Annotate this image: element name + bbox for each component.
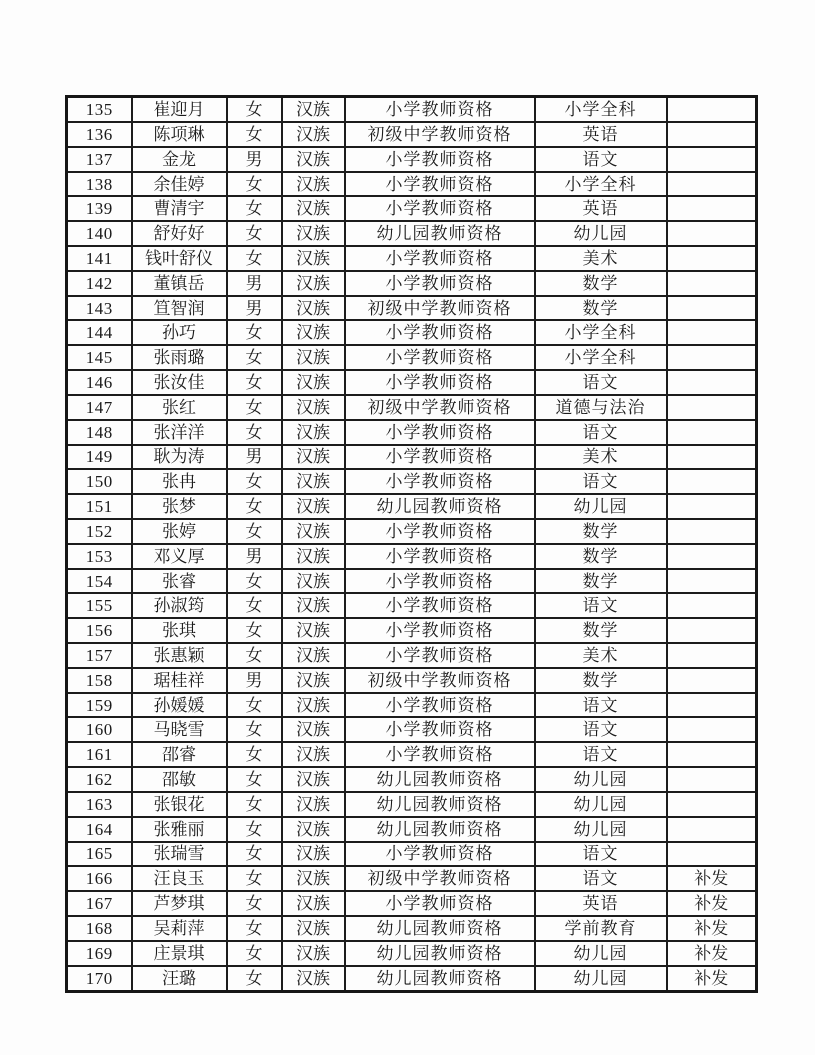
table-row [67, 668, 757, 693]
cell-subject: 英语 [535, 196, 667, 221]
cell-gender: 女 [227, 569, 282, 594]
cell-number: 145 [67, 345, 132, 370]
cell-remark [667, 370, 757, 395]
cell-gender: 女 [227, 891, 282, 916]
cell-number: 149 [67, 445, 132, 470]
cell-name: 孙巧 [132, 320, 227, 345]
cell-remark: 补发 [667, 966, 757, 992]
cell-subject: 幼儿园 [535, 221, 667, 246]
cell-remark [667, 97, 757, 122]
cell-number: 155 [67, 593, 132, 618]
cell-number: 147 [67, 395, 132, 420]
cell-subject: 英语 [535, 122, 667, 147]
cell-subject: 幼儿园 [535, 792, 667, 817]
cell-remark [667, 469, 757, 494]
cell-gender: 女 [227, 395, 282, 420]
table-row [67, 345, 757, 370]
table-row [67, 196, 757, 221]
cell-remark [667, 122, 757, 147]
cell-subject: 语文 [535, 842, 667, 867]
cell-gender: 女 [227, 966, 282, 992]
cell-remark [667, 147, 757, 172]
cell-ethnicity: 汉族 [282, 345, 345, 370]
cell-gender: 女 [227, 172, 282, 197]
table-row [67, 842, 757, 867]
cell-remark [667, 196, 757, 221]
cell-subject: 英语 [535, 891, 667, 916]
table-row [67, 792, 757, 817]
cell-name: 张惠颖 [132, 643, 227, 668]
cell-remark [667, 519, 757, 544]
cell-gender: 女 [227, 97, 282, 122]
cell-name: 吴莉萍 [132, 916, 227, 941]
cell-name: 张汝佳 [132, 370, 227, 395]
cell-gender: 女 [227, 221, 282, 246]
cell-ethnicity: 汉族 [282, 246, 345, 271]
cell-number: 148 [67, 420, 132, 445]
cell-subject: 语文 [535, 420, 667, 445]
cell-number: 150 [67, 469, 132, 494]
cell-subject: 美术 [535, 445, 667, 470]
cell-qualification: 幼儿园教师资格 [345, 941, 535, 966]
cell-remark [667, 792, 757, 817]
cell-gender: 女 [227, 420, 282, 445]
cell-number: 164 [67, 817, 132, 842]
cell-name: 张婷 [132, 519, 227, 544]
cell-ethnicity: 汉族 [282, 544, 345, 569]
cell-subject: 幼儿园 [535, 941, 667, 966]
cell-ethnicity: 汉族 [282, 519, 345, 544]
cell-gender: 男 [227, 271, 282, 296]
cell-remark [667, 345, 757, 370]
cell-ethnicity: 汉族 [282, 693, 345, 718]
cell-subject: 语文 [535, 370, 667, 395]
cell-gender: 女 [227, 792, 282, 817]
cell-ethnicity: 汉族 [282, 122, 345, 147]
table-row [67, 320, 757, 345]
cell-gender: 女 [227, 941, 282, 966]
cell-name: 汪良玉 [132, 866, 227, 891]
cell-remark: 补发 [667, 916, 757, 941]
cell-subject: 道德与法治 [535, 395, 667, 420]
cell-number: 139 [67, 196, 132, 221]
cell-ethnicity: 汉族 [282, 817, 345, 842]
table-row [67, 519, 757, 544]
cell-remark [667, 246, 757, 271]
cell-number: 146 [67, 370, 132, 395]
cell-gender: 女 [227, 593, 282, 618]
cell-ethnicity: 汉族 [282, 866, 345, 891]
table-row [67, 246, 757, 271]
cell-ethnicity: 汉族 [282, 742, 345, 767]
cell-ethnicity: 汉族 [282, 966, 345, 992]
table-row [67, 296, 757, 321]
cell-qualification: 小学教师资格 [345, 196, 535, 221]
cell-number: 161 [67, 742, 132, 767]
cell-subject: 语文 [535, 469, 667, 494]
cell-ethnicity: 汉族 [282, 296, 345, 321]
cell-name: 孙媛媛 [132, 693, 227, 718]
table-row [67, 221, 757, 246]
cell-gender: 女 [227, 817, 282, 842]
cell-ethnicity: 汉族 [282, 891, 345, 916]
cell-ethnicity: 汉族 [282, 97, 345, 122]
cell-gender: 女 [227, 519, 282, 544]
cell-subject: 语文 [535, 717, 667, 742]
cell-remark [667, 420, 757, 445]
cell-ethnicity: 汉族 [282, 643, 345, 668]
cell-remark [667, 544, 757, 569]
cell-name: 庄景琪 [132, 941, 227, 966]
cell-ethnicity: 汉族 [282, 618, 345, 643]
cell-number: 137 [67, 147, 132, 172]
cell-subject: 语文 [535, 742, 667, 767]
cell-gender: 女 [227, 122, 282, 147]
cell-gender: 女 [227, 196, 282, 221]
cell-ethnicity: 汉族 [282, 494, 345, 519]
teacher-qualification-table [65, 95, 758, 993]
table-row [67, 544, 757, 569]
cell-subject: 小学全科 [535, 345, 667, 370]
cell-remark [667, 693, 757, 718]
cell-name: 邵睿 [132, 742, 227, 767]
cell-remark [667, 221, 757, 246]
cell-qualification: 幼儿园教师资格 [345, 221, 535, 246]
cell-remark [667, 842, 757, 867]
cell-gender: 男 [227, 147, 282, 172]
cell-remark [667, 668, 757, 693]
table-row [67, 643, 757, 668]
cell-number: 168 [67, 916, 132, 941]
cell-subject: 语文 [535, 593, 667, 618]
cell-ethnicity: 汉族 [282, 842, 345, 867]
cell-gender: 女 [227, 494, 282, 519]
cell-subject: 语文 [535, 147, 667, 172]
cell-name: 陈项琳 [132, 122, 227, 147]
cell-number: 142 [67, 271, 132, 296]
cell-ethnicity: 汉族 [282, 668, 345, 693]
cell-remark [667, 593, 757, 618]
table-row [67, 891, 757, 916]
cell-qualification: 初级中学教师资格 [345, 866, 535, 891]
cell-qualification: 小学教师资格 [345, 445, 535, 470]
cell-qualification: 小学教师资格 [345, 271, 535, 296]
cell-qualification: 小学教师资格 [345, 345, 535, 370]
cell-subject: 数学 [535, 569, 667, 594]
cell-ethnicity: 汉族 [282, 370, 345, 395]
cell-name: 笪智润 [132, 296, 227, 321]
cell-name: 张雅丽 [132, 817, 227, 842]
cell-name: 金龙 [132, 147, 227, 172]
cell-gender: 女 [227, 916, 282, 941]
cell-ethnicity: 汉族 [282, 916, 345, 941]
cell-number: 151 [67, 494, 132, 519]
cell-number: 163 [67, 792, 132, 817]
cell-subject: 学前教育 [535, 916, 667, 941]
cell-remark [667, 643, 757, 668]
cell-number: 136 [67, 122, 132, 147]
cell-subject: 幼儿园 [535, 494, 667, 519]
table-row [67, 445, 757, 470]
cell-subject: 数学 [535, 271, 667, 296]
cell-remark: 补发 [667, 941, 757, 966]
cell-subject: 美术 [535, 246, 667, 271]
table-row [67, 817, 757, 842]
cell-subject: 数学 [535, 296, 667, 321]
cell-name: 耿为涛 [132, 445, 227, 470]
cell-qualification: 幼儿园教师资格 [345, 817, 535, 842]
cell-number: 135 [67, 97, 132, 122]
cell-name: 张琪 [132, 618, 227, 643]
table-row [67, 941, 757, 966]
cell-qualification: 小学教师资格 [345, 147, 535, 172]
cell-name: 邵敏 [132, 767, 227, 792]
cell-name: 张银花 [132, 792, 227, 817]
cell-name: 崔迎月 [132, 97, 227, 122]
cell-ethnicity: 汉族 [282, 420, 345, 445]
table-row [67, 593, 757, 618]
cell-qualification: 小学教师资格 [345, 643, 535, 668]
cell-ethnicity: 汉族 [282, 445, 345, 470]
cell-subject: 语文 [535, 866, 667, 891]
cell-remark: 补发 [667, 891, 757, 916]
cell-qualification: 小学教师资格 [345, 320, 535, 345]
table-row [67, 693, 757, 718]
cell-qualification: 小学教师资格 [345, 742, 535, 767]
cell-gender: 女 [227, 693, 282, 718]
cell-number: 140 [67, 221, 132, 246]
cell-name: 钱叶舒仪 [132, 246, 227, 271]
cell-number: 143 [67, 296, 132, 321]
cell-number: 156 [67, 618, 132, 643]
cell-qualification: 小学教师资格 [345, 569, 535, 594]
cell-number: 159 [67, 693, 132, 718]
cell-subject: 数学 [535, 519, 667, 544]
cell-name: 邓义厚 [132, 544, 227, 569]
cell-qualification: 小学教师资格 [345, 593, 535, 618]
cell-number: 138 [67, 172, 132, 197]
cell-number: 160 [67, 717, 132, 742]
table-row [67, 916, 757, 941]
cell-qualification: 小学教师资格 [345, 717, 535, 742]
cell-ethnicity: 汉族 [282, 147, 345, 172]
cell-gender: 女 [227, 246, 282, 271]
cell-qualification: 小学教师资格 [345, 370, 535, 395]
cell-remark [667, 767, 757, 792]
cell-gender: 女 [227, 643, 282, 668]
cell-name: 张睿 [132, 569, 227, 594]
table-row [67, 147, 757, 172]
cell-qualification: 小学教师资格 [345, 618, 535, 643]
cell-number: 165 [67, 842, 132, 867]
cell-number: 158 [67, 668, 132, 693]
cell-gender: 女 [227, 866, 282, 891]
cell-qualification: 小学教师资格 [345, 469, 535, 494]
cell-remark [667, 320, 757, 345]
table-row [67, 966, 757, 992]
cell-qualification: 幼儿园教师资格 [345, 494, 535, 519]
cell-gender: 男 [227, 445, 282, 470]
cell-remark [667, 717, 757, 742]
cell-gender: 女 [227, 717, 282, 742]
cell-gender: 女 [227, 767, 282, 792]
cell-qualification: 小学教师资格 [345, 842, 535, 867]
cell-qualification: 小学教师资格 [345, 519, 535, 544]
table-row [67, 494, 757, 519]
cell-remark: 补发 [667, 866, 757, 891]
cell-qualification: 初级中学教师资格 [345, 296, 535, 321]
cell-name: 张洋洋 [132, 420, 227, 445]
cell-subject: 幼儿园 [535, 767, 667, 792]
table-row [67, 420, 757, 445]
cell-name: 汪璐 [132, 966, 227, 992]
cell-qualification: 初级中学教师资格 [345, 395, 535, 420]
cell-qualification: 小学教师资格 [345, 97, 535, 122]
cell-qualification: 小学教师资格 [345, 420, 535, 445]
cell-qualification: 小学教师资格 [345, 693, 535, 718]
cell-remark [667, 172, 757, 197]
cell-name: 芦梦琪 [132, 891, 227, 916]
cell-remark [667, 494, 757, 519]
cell-ethnicity: 汉族 [282, 717, 345, 742]
table-row [67, 767, 757, 792]
cell-gender: 女 [227, 742, 282, 767]
cell-ethnicity: 汉族 [282, 792, 345, 817]
cell-remark [667, 271, 757, 296]
cell-gender: 女 [227, 345, 282, 370]
cell-remark [667, 742, 757, 767]
cell-ethnicity: 汉族 [282, 941, 345, 966]
cell-remark [667, 296, 757, 321]
cell-remark [667, 445, 757, 470]
cell-remark [667, 817, 757, 842]
cell-ethnicity: 汉族 [282, 593, 345, 618]
cell-ethnicity: 汉族 [282, 221, 345, 246]
cell-number: 152 [67, 519, 132, 544]
cell-number: 170 [67, 966, 132, 992]
cell-name: 张红 [132, 395, 227, 420]
cell-subject: 数学 [535, 668, 667, 693]
cell-name: 曹清宇 [132, 196, 227, 221]
cell-subject: 小学全科 [535, 172, 667, 197]
cell-number: 154 [67, 569, 132, 594]
cell-ethnicity: 汉族 [282, 569, 345, 594]
cell-number: 153 [67, 544, 132, 569]
cell-number: 144 [67, 320, 132, 345]
cell-ethnicity: 汉族 [282, 469, 345, 494]
cell-gender: 女 [227, 320, 282, 345]
cell-gender: 女 [227, 469, 282, 494]
table-row [67, 469, 757, 494]
cell-name: 张雨璐 [132, 345, 227, 370]
cell-subject: 数学 [535, 618, 667, 643]
cell-qualification: 幼儿园教师资格 [345, 966, 535, 992]
table-row [67, 370, 757, 395]
table-row [67, 569, 757, 594]
cell-gender: 女 [227, 842, 282, 867]
cell-qualification: 幼儿园教师资格 [345, 767, 535, 792]
cell-qualification: 小学教师资格 [345, 544, 535, 569]
cell-name: 琚桂祥 [132, 668, 227, 693]
cell-qualification: 幼儿园教师资格 [345, 916, 535, 941]
cell-gender: 女 [227, 618, 282, 643]
cell-remark [667, 569, 757, 594]
cell-subject: 美术 [535, 643, 667, 668]
cell-name: 张冉 [132, 469, 227, 494]
cell-name: 张瑞雪 [132, 842, 227, 867]
cell-subject: 数学 [535, 544, 667, 569]
cell-name: 孙淑筠 [132, 593, 227, 618]
cell-subject: 小学全科 [535, 97, 667, 122]
cell-name: 马晓雪 [132, 717, 227, 742]
cell-ethnicity: 汉族 [282, 196, 345, 221]
table-row [67, 172, 757, 197]
cell-subject: 幼儿园 [535, 817, 667, 842]
cell-subject: 小学全科 [535, 320, 667, 345]
cell-gender: 男 [227, 544, 282, 569]
cell-remark [667, 618, 757, 643]
cell-name: 张梦 [132, 494, 227, 519]
cell-ethnicity: 汉族 [282, 395, 345, 420]
cell-number: 141 [67, 246, 132, 271]
cell-number: 162 [67, 767, 132, 792]
cell-subject: 语文 [535, 693, 667, 718]
cell-name: 舒好好 [132, 221, 227, 246]
table-row [67, 395, 757, 420]
cell-number: 157 [67, 643, 132, 668]
cell-ethnicity: 汉族 [282, 767, 345, 792]
table-row [67, 742, 757, 767]
cell-qualification: 初级中学教师资格 [345, 668, 535, 693]
cell-remark [667, 395, 757, 420]
cell-name: 余佳婷 [132, 172, 227, 197]
cell-qualification: 初级中学教师资格 [345, 122, 535, 147]
cell-name: 董镇岳 [132, 271, 227, 296]
cell-gender: 男 [227, 668, 282, 693]
table-row [67, 122, 757, 147]
cell-number: 166 [67, 866, 132, 891]
table-row [67, 866, 757, 891]
table-row [67, 271, 757, 296]
cell-ethnicity: 汉族 [282, 172, 345, 197]
cell-qualification: 小学教师资格 [345, 891, 535, 916]
cell-subject: 幼儿园 [535, 966, 667, 992]
table-row [67, 618, 757, 643]
table-row [67, 717, 757, 742]
cell-ethnicity: 汉族 [282, 320, 345, 345]
table-body [67, 97, 757, 992]
table-row [67, 97, 757, 122]
cell-qualification: 小学教师资格 [345, 172, 535, 197]
cell-ethnicity: 汉族 [282, 271, 345, 296]
cell-gender: 男 [227, 296, 282, 321]
cell-gender: 女 [227, 370, 282, 395]
cell-qualification: 幼儿园教师资格 [345, 792, 535, 817]
cell-number: 169 [67, 941, 132, 966]
cell-qualification: 小学教师资格 [345, 246, 535, 271]
cell-number: 167 [67, 891, 132, 916]
